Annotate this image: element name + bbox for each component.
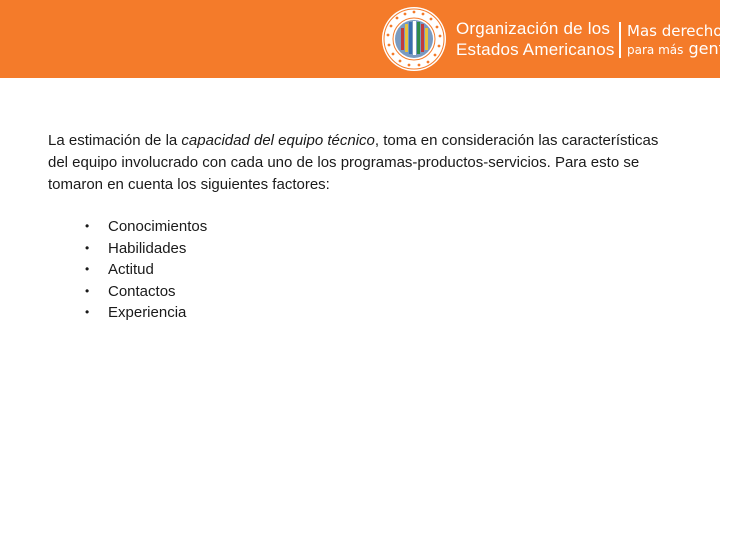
oas-seal-logo xyxy=(381,6,447,72)
intro-text-before: La estimación de la xyxy=(48,132,182,149)
org-name-line-2: Estados Americanos xyxy=(456,40,615,59)
header-divider xyxy=(619,22,621,58)
intro-paragraph xyxy=(48,130,668,196)
bullet-icon: • xyxy=(85,219,90,233)
header-banner xyxy=(0,0,735,78)
factor-label: Actitud xyxy=(108,261,154,278)
tagline-emphasis: gente xyxy=(688,39,735,58)
organization-name xyxy=(456,18,615,60)
list-item xyxy=(48,216,668,238)
list-item xyxy=(48,259,668,281)
tagline-pre: para más xyxy=(627,43,684,57)
intro-text-after: , toma en consideración las características del equipo involucrado con cada uno de los programas-productos-servicios. Para esto se tomaron en cuenta los siguientes factores: xyxy=(48,132,659,193)
tagline xyxy=(627,22,735,59)
bullet-icon: • xyxy=(85,305,90,319)
bullet-icon: • xyxy=(85,262,90,276)
factor-label: Conocimientos xyxy=(108,218,208,235)
factor-label: Habilidades xyxy=(108,239,187,257)
factor-label: Experiencia xyxy=(108,304,187,321)
bullet-icon: • xyxy=(85,240,90,255)
tagline-line-2 xyxy=(627,40,735,59)
factor-label: Contactos xyxy=(108,282,176,300)
intro-emphasis: capacidad del equipo técnico xyxy=(181,132,375,149)
org-name-line-1: Organización de los xyxy=(456,19,611,38)
list-item xyxy=(48,281,668,303)
slide-content xyxy=(48,130,668,324)
list-item xyxy=(48,238,668,260)
list-item xyxy=(48,302,668,324)
bullet-icon: • xyxy=(85,283,90,298)
tagline-line-1: Mas derechos xyxy=(627,22,731,40)
factor-list xyxy=(48,216,668,324)
